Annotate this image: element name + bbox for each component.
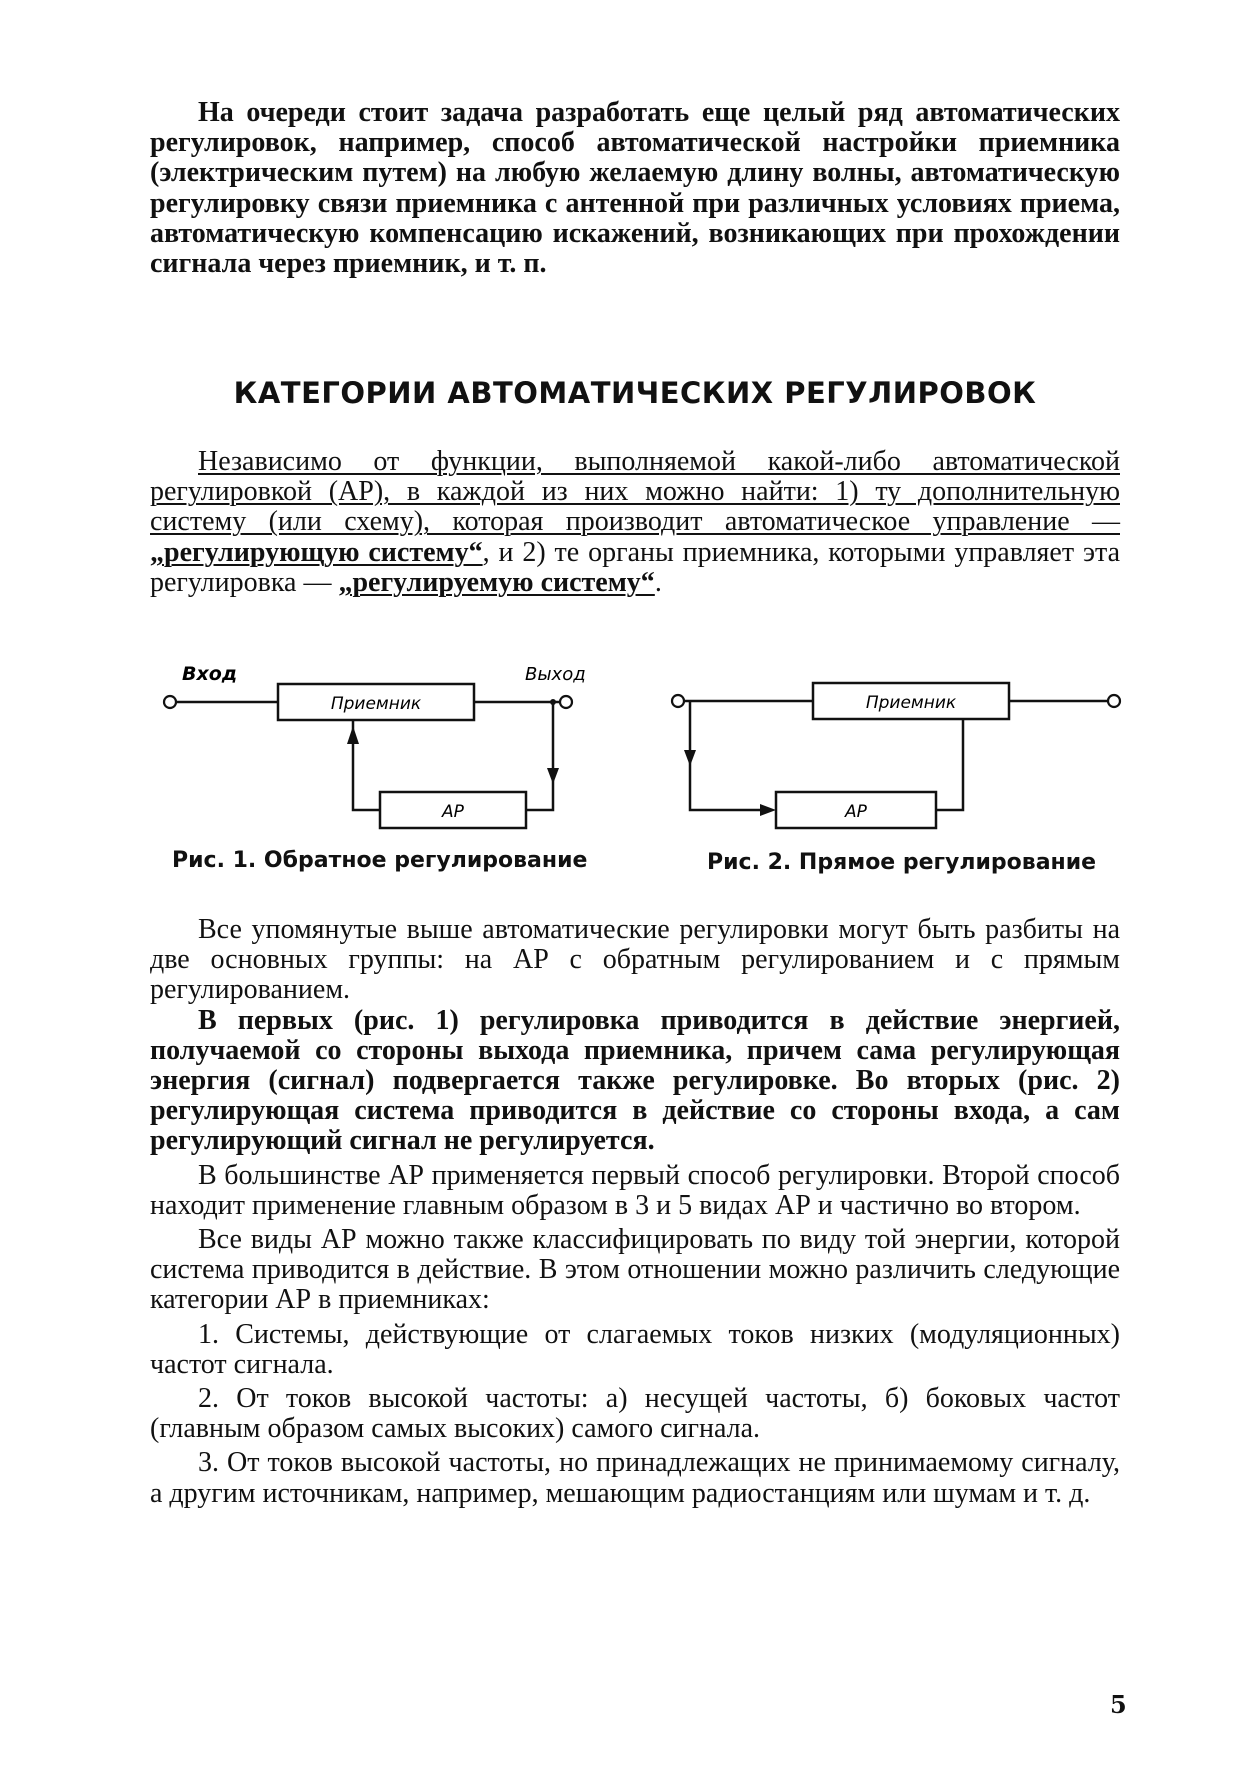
groups-paragraph: Все упомянутые выше автоматические регулировки могут быть разбиты на две основных группы: на АР с обратным регулированием и с прямым регулированием. <box>150 914 1120 1006</box>
figure2-arrow-right <box>760 804 776 816</box>
figure1-output-label: Выход <box>525 664 586 685</box>
figure1-regulator-label: АР <box>442 802 464 822</box>
definition-block <box>150 447 1120 598</box>
figure2-output-terminal <box>1108 695 1120 707</box>
figure2-diagram <box>668 670 1128 835</box>
definition-paragraph <box>150 447 1120 598</box>
figure1-caption: Рис. 1. Обратное регулирование <box>172 848 588 873</box>
figure2-receiver-label: Приемник <box>865 693 957 713</box>
majority-paragraph: В большинстве АР применяется первый способ регулировки. Второй способ находит применение главным образом в 3 и 5 видах АР и частично во втором. <box>150 1159 1120 1221</box>
intro-paragraph: На очереди стоит задача разработать еще целый ряд автоматических регулировок, например, способ автоматической настройки приемника (электрическим путем) на любую желаемую длину волны, автоматическую регулировку связи приемника с антенной при различных условиях приема, автоматическую компенсацию искажений, возникающих при прохождении сигнала через приемник, и т. п. <box>150 97 1120 280</box>
page-number: 5 <box>1110 1690 1127 1719</box>
figure2-return-wire <box>936 719 963 810</box>
figure1-control-wire <box>353 720 380 810</box>
figure2-regulator-label: АР <box>845 802 867 822</box>
figure1-input-terminal <box>164 696 176 708</box>
regulated-system-term: „регулируемую систему“ <box>338 566 655 598</box>
definition-text-part3: . <box>654 566 662 598</box>
category-item-2: 2. От токов высокой частоты: а) несущей частоты, б) боковых частот (главным образом самых высоких) самого сигнала. <box>150 1383 1120 1445</box>
figure2-input-terminal <box>672 695 684 707</box>
category-item-1: 1. Системы, действующие от слагаемых токов низких (модуляционных) частот сигнала. <box>150 1318 1120 1380</box>
figure1-diagram <box>160 660 620 835</box>
first-second-paragraph: В первых (рис. 1) регулировка приводится в действие энергией, получаемой со стороны выхода приемника, причем сама регулирующая энергия (сигнал) подвергается также регулировке. Во вторых (рис. 2) регулирующая система приводится в действие со стороны входа, а сам регулирующий сигнал не регулируется. <box>150 1004 1120 1157</box>
figure1-receiver-label: Приемник <box>330 694 422 714</box>
figure1-output-terminal <box>560 696 572 708</box>
figure2-caption: Рис. 2. Прямое регулирование <box>707 850 1097 875</box>
section-heading: КАТЕГОРИИ АВТОМАТИЧЕСКИХ РЕГУЛИРОВОК <box>233 376 1037 410</box>
regulating-system-term: „регулирующую систему“ <box>150 536 483 568</box>
category-item-3: 3. От токов высокой частоты, но принадлежащих не принимаемому сигналу, а другим источникам, например, мешающим радиостанциям или шумам и т. д. <box>150 1447 1120 1509</box>
figure2-arrow-down <box>684 750 696 766</box>
figure1-arrow-up <box>347 726 359 744</box>
definition-text-part2: , и 2) те органы приемника, которыми управляет эта регулировка — <box>150 536 1120 598</box>
classification-paragraph: Все виды АР можно также классифицировать по виду той энергии, которой система приводится в действие. В этом отношении можно различить следующие категории АР в приемниках: <box>150 1224 1120 1316</box>
figure2-control-wire <box>690 701 768 810</box>
figure1-input-label: Вход <box>182 663 238 685</box>
definition-text-part1: Независимо от функции, выполняемой какой-либо автоматической регулировкой (АР), в каждой из них можно найти: 1) ту дополнительную систему (или схему), которая производит автоматическое управление — <box>150 446 1120 538</box>
intro-block <box>150 98 1120 279</box>
body-block <box>150 915 1120 1509</box>
figure1-arrow-down <box>547 768 559 784</box>
figure1-feedback-wire <box>526 702 553 810</box>
